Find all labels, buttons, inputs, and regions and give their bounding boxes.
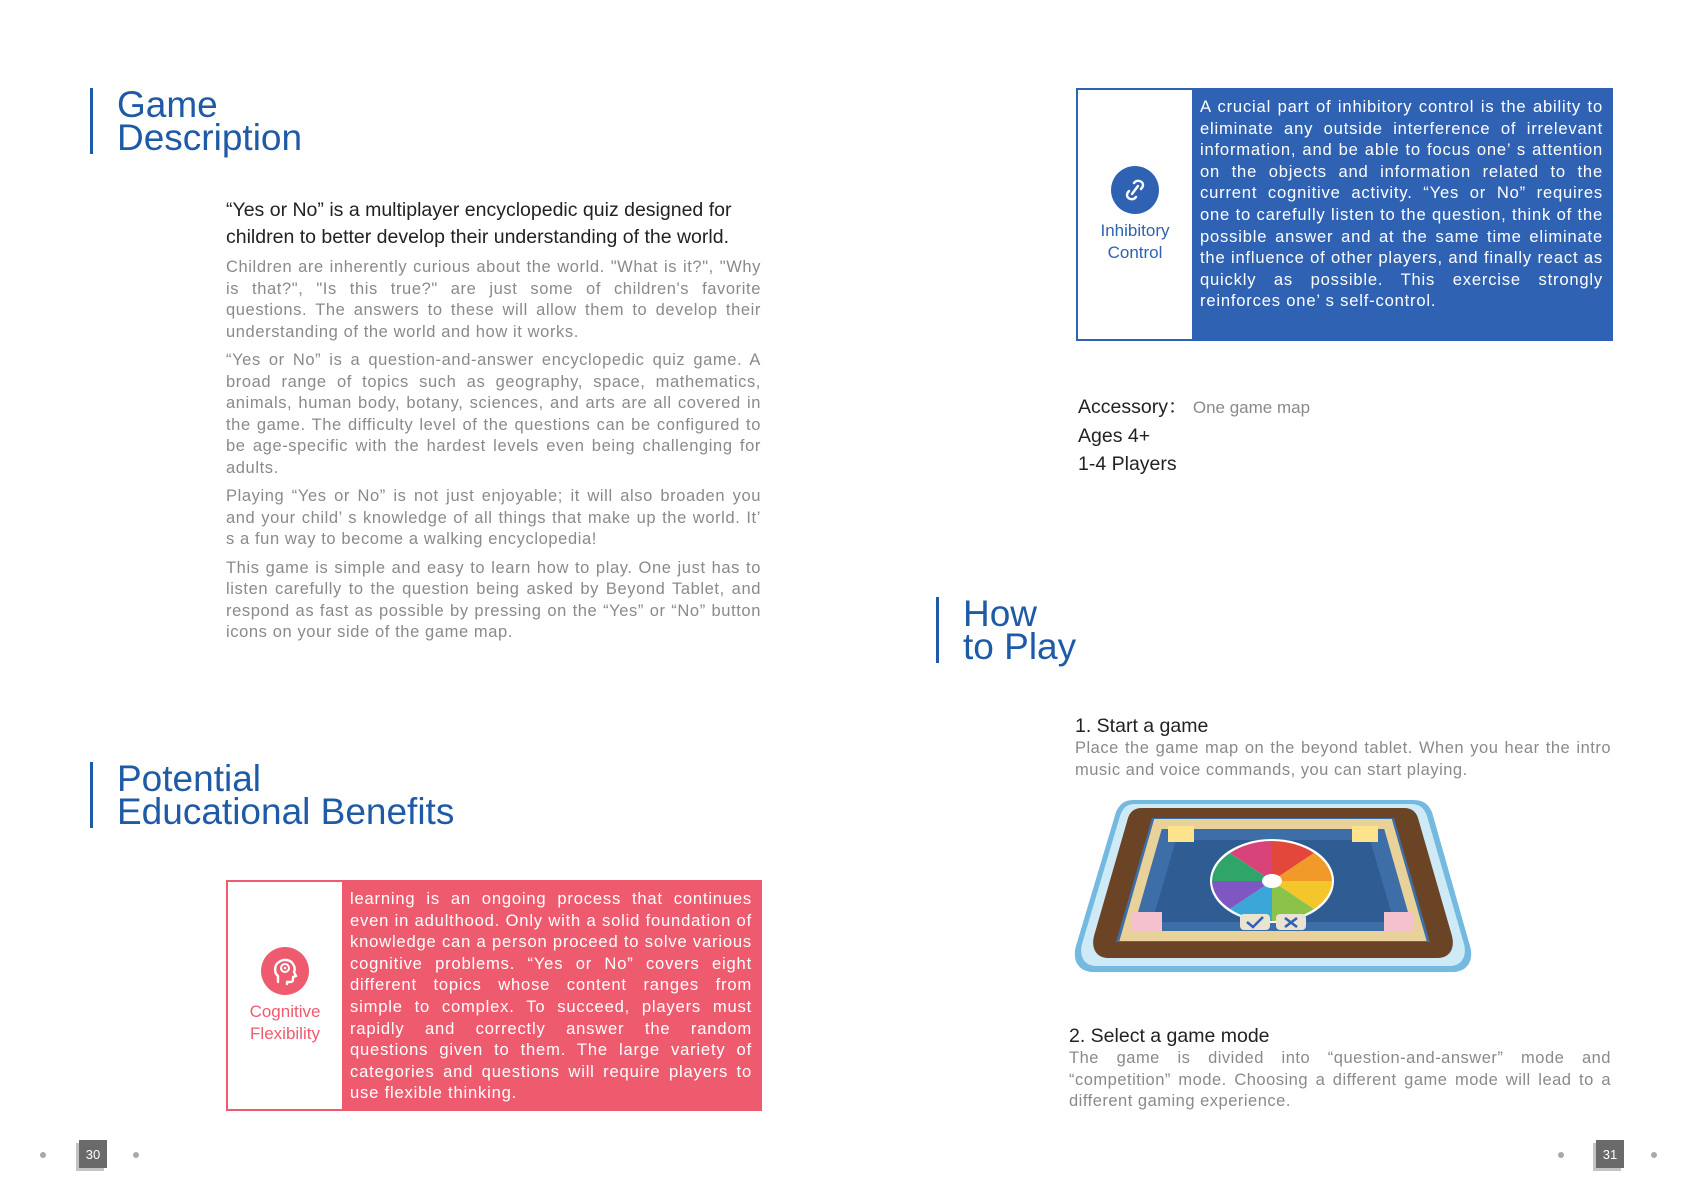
game-map-illustration [1072, 796, 1475, 976]
page-number: 31 [1596, 1140, 1624, 1168]
description-paragraph: Playing “Yes or No” is not just enjoyable; it will also broaden you and your child’ s knowledge of all things that make up the world. It’ s a fun way to become a walking encyclopedia! [226, 487, 761, 548]
cognitive-flexibility-card [226, 880, 762, 1111]
heading-line: Description [117, 117, 303, 158]
step-select-mode [1069, 1024, 1611, 1113]
description-paragraph: “Yes or No” is a question-and-answer encyclopedic quiz game. A broad range of topics such as geography, space, mathematics, animals, human body, botany, sciences, and arts are all covered in the game. The difficulty level of the questions can be configured to be age-specific with the hardest levels even being challenging for adults. [226, 351, 761, 477]
link-shield-icon [1111, 166, 1159, 214]
lead-sentence: “Yes or No” is a multiplayer encyclopedic quiz designed for children to better develop their understanding of the world. [226, 199, 732, 248]
step-start-game [1075, 714, 1611, 781]
inhibitory-control-text: A crucial part of inhibitory control is the ability to eliminate any outside interference of irrelevant information, and be able to focus one’ s attention on the objects and information related to the current cognitive activity. “Yes or No” requires one to carefully listen to the question, think of the possible answer and at the same time eliminate the influence of other players, and finally react as quickly as possible. This exercise strongly reinforces one’ s self-control. [1192, 90, 1611, 339]
footer-dot [133, 1152, 139, 1158]
accessory-label: Accessory： [1078, 396, 1188, 418]
heading-line: Potential [117, 758, 261, 799]
inhibitory-control-card [1076, 88, 1613, 341]
card-label-line: Inhibitory [1100, 220, 1170, 240]
card-label-line: Flexibility [250, 1023, 320, 1043]
footer-dot [1651, 1152, 1657, 1158]
heading-line: to Play [963, 626, 1077, 667]
product-specs [1078, 393, 1310, 478]
step-title: 1. Start a game [1075, 715, 1209, 737]
how-to-play-heading [936, 593, 1077, 667]
page-number: 30 [79, 1140, 107, 1168]
heading-line: How [963, 593, 1038, 634]
footer-dot [1558, 1152, 1564, 1158]
description-paragraph: Children are inherently curious about the world. "What is it?", "Why is that?", "Is this true?" are just some of children's favorite questions. The answers to these will allow them to develop their understanding of the world and how it works. [226, 258, 761, 341]
game-description-heading [90, 84, 303, 158]
inhibitory-control-label [1078, 90, 1192, 339]
benefits-heading [90, 758, 455, 832]
heading-line: Educational Benefits [117, 791, 455, 832]
brain-head-icon [261, 947, 309, 995]
heading-line: Game [117, 84, 218, 125]
ages-row: Ages 4+ [1078, 425, 1151, 447]
step-text: Place the game map on the beyond tablet. When you hear the intro music and voice commands, you can start playing. [1075, 739, 1611, 779]
description-paragraph: This game is simple and easy to learn how to play. One just has to listen carefully to the question being asked by Beyond Tablet, and respond as fast as possible by pressing on the “Yes” or “No” button icons on your side of the game map. [226, 558, 761, 641]
accessory-row [1078, 393, 1310, 422]
step-title: 2. Select a game mode [1069, 1025, 1270, 1047]
card-label-line: Cognitive [249, 1001, 321, 1021]
footer-dot [40, 1152, 46, 1158]
description-body [226, 257, 761, 651]
step-text: The game is divided into “question-and-answer” mode and “competition” mode. Choosing a different game mode will lead to a different gaming experience. [1069, 1049, 1611, 1110]
accessory-value: One game map [1192, 398, 1311, 417]
cognitive-flexibility-text: learning is an ongoing process that continues even in adulthood. Only with a solid foundation of knowledge can a person proceed to solve various cognitive problems. “Yes or No” covers eight different topics whose content ranges from simple to complex. To succeed, players must rapidly and correctly answer the random questions given to them. The large variety of categories and questions will require players to use flexible thinking. [342, 882, 760, 1109]
card-label-line: Control [1107, 242, 1163, 262]
players-row: 1-4 Players [1078, 453, 1177, 475]
cognitive-flexibility-label [228, 882, 342, 1109]
